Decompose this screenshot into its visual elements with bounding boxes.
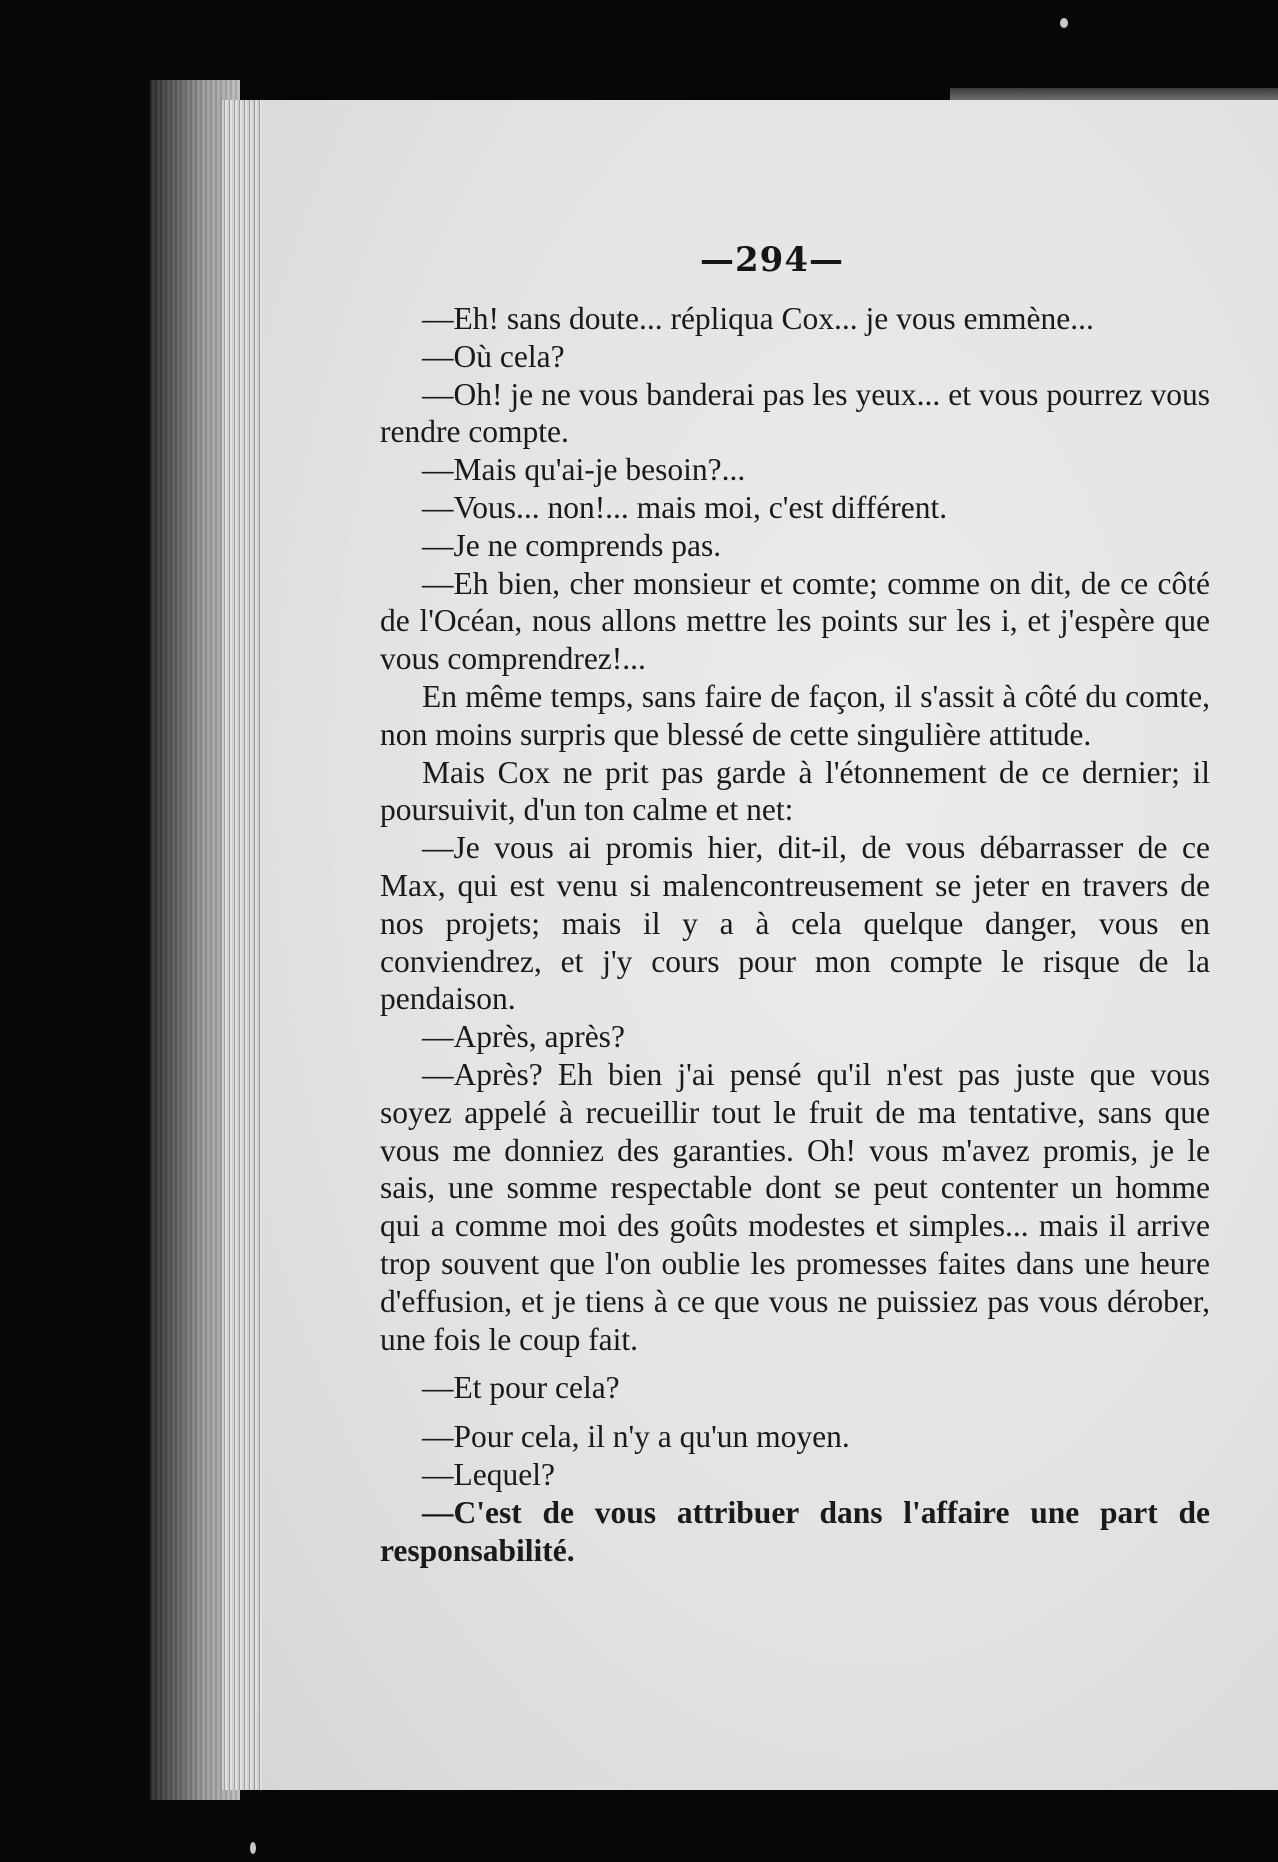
paragraph: —Pour cela, il n'y a qu'un moyen. (422, 1419, 850, 1455)
paragraph: En même temps, sans faire de façon, il s'assit à côté du comte, non moins surpris que blessé de cette singulière attitude. (380, 678, 1210, 752)
paragraph: —Après? Eh bien j'ai pensé qu'il n'est pas juste que vous soyez appelé à recueillir tout le fruit de ma tentative, sans que vous me donniez des garanties. Oh! vous m'avez promis, je le sais, une somme respectable dont se peut contenter un homme qui a comme moi des goûts modestes et simples... mais il arrive trop souvent que l'on oublie les promesses faites dans une heure d'effusion, et je tiens à ce que vous ne puissiez pas vous dérober, une fois le coup fait. (380, 1056, 1210, 1357)
paragraph: —Après, après? (422, 1019, 625, 1055)
paragraph: Mais Cox ne prit pas garde à l'étonnement de ce dernier; il poursuivit, d'un ton calme et net: (380, 754, 1210, 828)
paragraph: —Où cela? (422, 338, 565, 374)
paragraph: —Vous... non!... mais moi, c'est différent. (422, 489, 948, 525)
paragraph: —C'est de vous attribuer dans l'affaire une part de responsabilité. (380, 1494, 1210, 1568)
dust-speck (1060, 18, 1068, 28)
paragraph: —Et pour cela? (422, 1370, 620, 1406)
page-number: —294— (700, 240, 844, 280)
page-body-text (380, 300, 1210, 1740)
paragraph: —Je ne comprends pas. (422, 527, 722, 563)
dust-speck (250, 1842, 256, 1854)
paragraph: —Lequel? (422, 1456, 555, 1492)
paragraph: —Mais qu'ai-je besoin?... (422, 452, 746, 488)
paragraph: —Eh! sans doute... répliqua Cox... je vous emmène... (422, 301, 1094, 336)
paragraph: —Oh! je ne vous banderai pas les yeux... et vous pourrez vous rendre compte. (380, 376, 1210, 450)
paragraph: —Eh bien, cher monsieur et comte; comme on dit, de ce côté de l'Océan, nous allons mettre les points sur les i, et j'espère que vous comprendrez!... (380, 565, 1210, 677)
paragraph: —Je vous ai promis hier, dit-il, de vous débarrasser de ce Max, qui est venu si malencontreusement se jeter en travers de nos projets; mais il y a à cela quelque danger, vous en conviendrez, et j'y cours pour mon compte le risque de la pendaison. (380, 830, 1210, 1017)
page-leaf-edges (222, 100, 262, 1790)
